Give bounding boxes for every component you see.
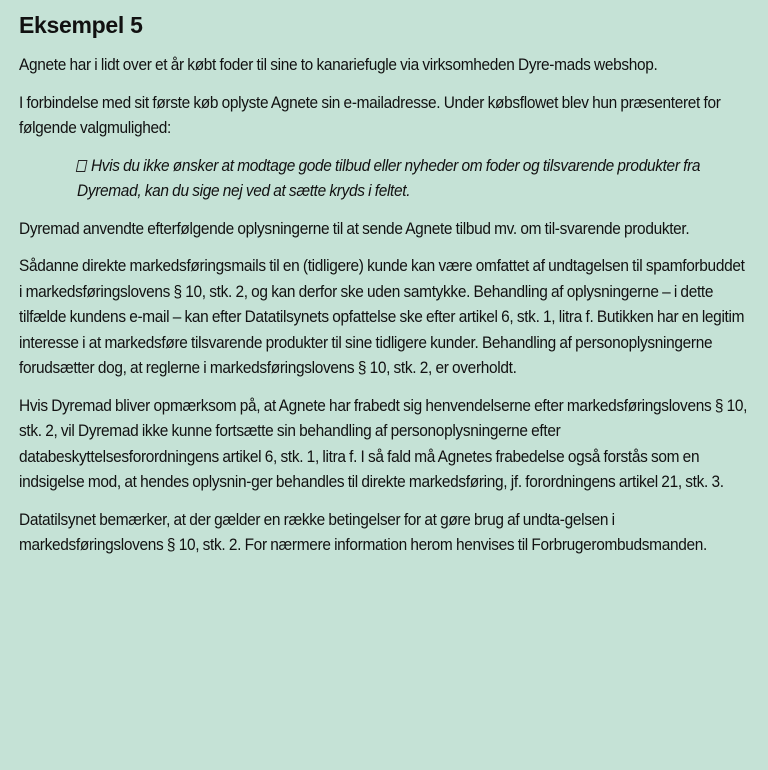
page-title: Eksempel 5	[19, 12, 143, 38]
paragraph-intro: Agnete har i lidt over et år købt foder til sine to kanariefugle via virksomheden Dyre-mads webshop.	[19, 55, 658, 74]
paragraph-usage: Dyremad anvendte efterfølgende oplysningerne til at sende Agnete tilbud mv. om til-svarende produkter.	[19, 218, 690, 238]
empty-checkbox-icon	[76, 160, 88, 172]
paragraph-objection: Hvis Dyremad bliver opmærksom på, at Agnete har frabedt sig henvendelserne efter markedsføringslovens § 10, stk. 2, vil Dyremad ikke kunne fortsætte sin behandling af personoplysningerne efter databeskyttelsesforordningens artikel 6, stk. 1, litra f. I så fald må Agnetes frabedelse også forstås som en indsigelse mod, at hendes oplysnin-ger behandles til direkte markedsføring, jf. forordningens artikel 21, stk. 3.	[19, 395, 748, 491]
opt-out-quote-text: Hvis du ikke ønsker at modtage gode tilbud eller nyheder om foder og tilsvarende produkter fra Dyremad, kan du sige nej ved at sætte kryds i feltet.	[77, 155, 701, 200]
paragraph-note: Datatilsynet bemærker, at der gælder en række betingelser for at gøre brug af undta-gelsen i markedsføringslovens § 10, stk. 2. For nærmere information herom henvises til Forbrugerombudsmanden.	[19, 509, 707, 554]
paragraph-email-collection: I forbindelse med sit første køb oplyste Agnete sin e-mailadresse. Under købsflowet blev hun præsenteret for følgende valgmulighed:	[19, 92, 721, 137]
paragraph-legal-basis: Sådanne direkte markedsføringsmails til en (tidligere) kunde kan være omfattet af undtagelsen til spamforbuddet i markedsføringslovens § 10, stk. 2, og kan derfor ske uden samtykke. Behandling af oplysningerne – i dette tilfælde kundens e-mail – kan efter Datatilsynets opfattelse ske efter artikel 6, stk. 1, litra f. Butikken har en legitim interesse i at markedsføre tilsvarende produkter til sine tidligere kunder. Behandling af personoplysningerne forudsætter dog, at reglerne i markedsføringslovens § 10, stk. 2, er overholdt.	[19, 256, 745, 377]
opt-out-quote	[77, 153, 743, 204]
